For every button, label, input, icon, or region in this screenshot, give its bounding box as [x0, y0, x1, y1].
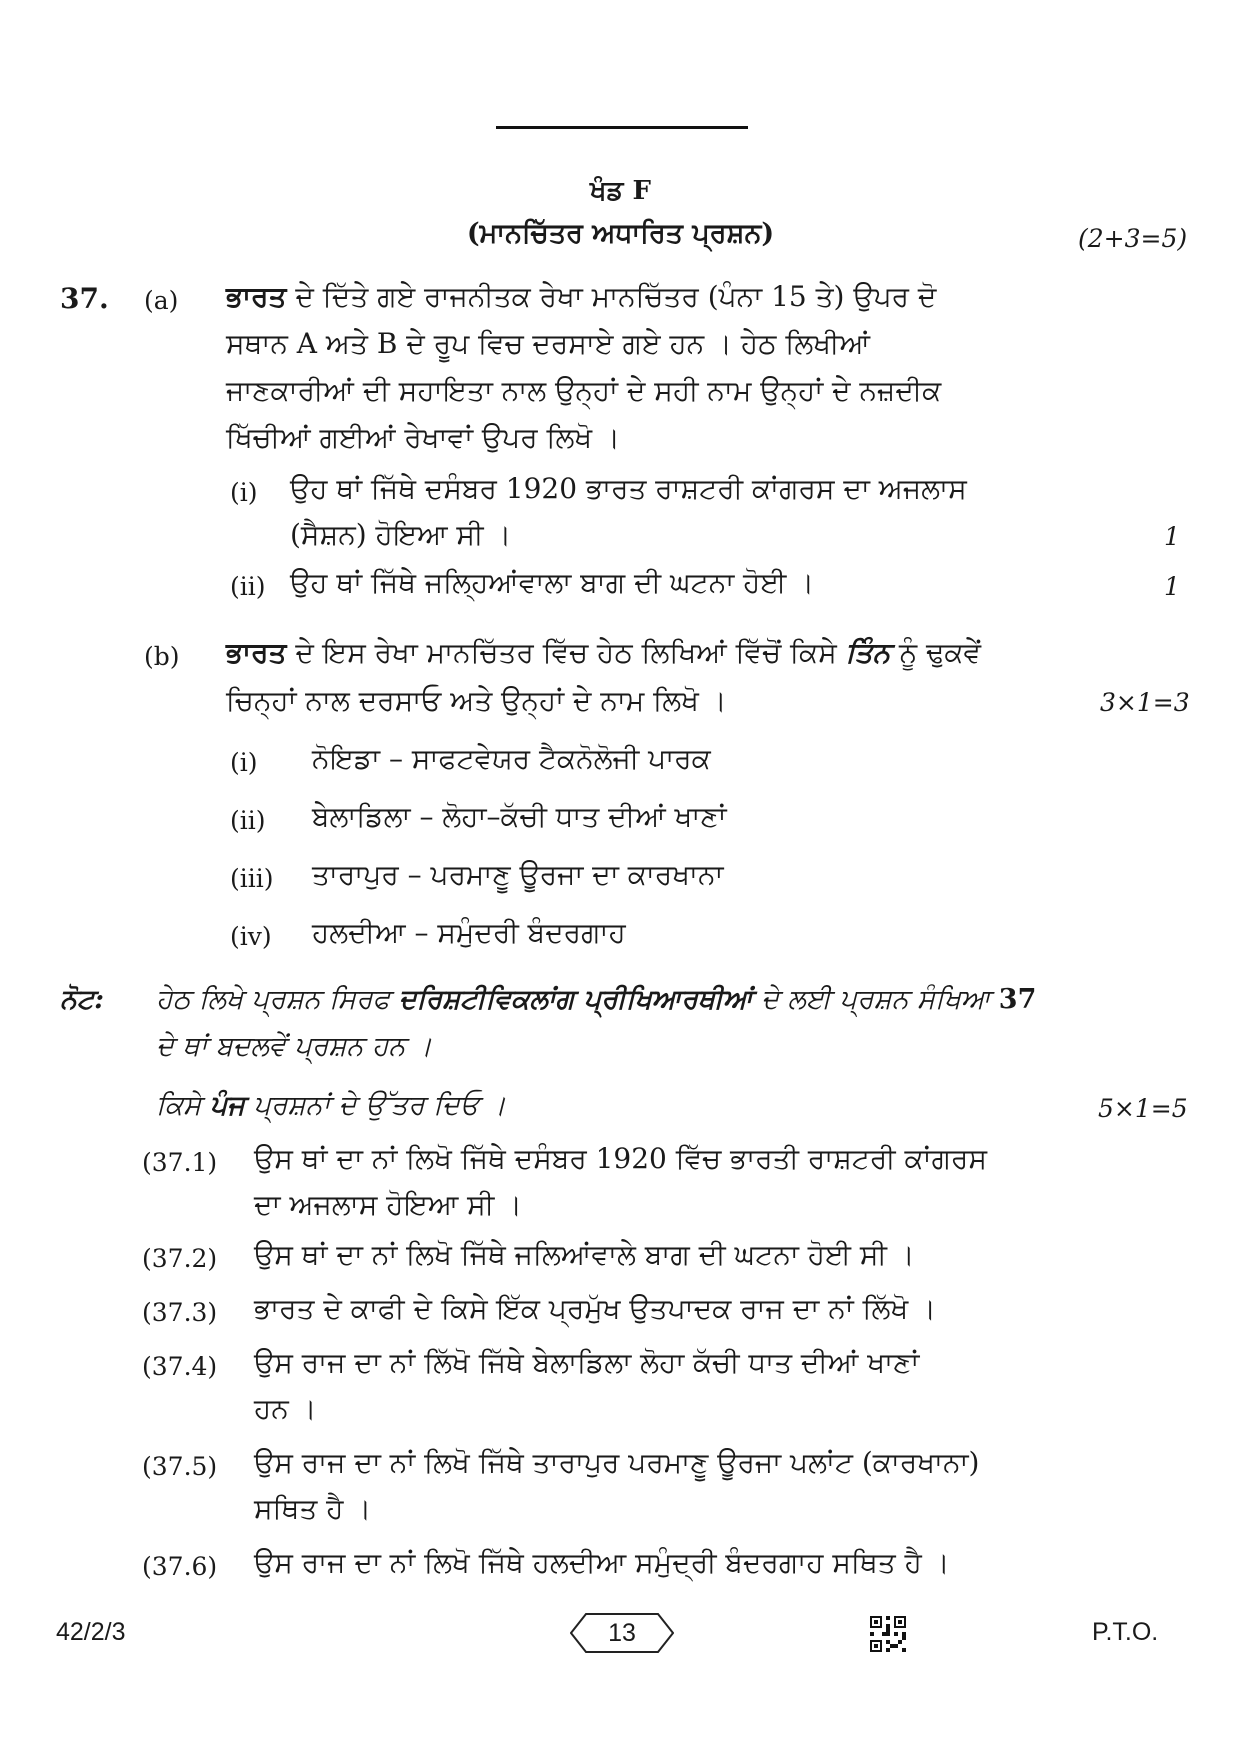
paper-code: 42/2/3 [56, 1618, 126, 1646]
alt-question-text: ਭਾਰਤ ਦੇ ਕਾਫੀ ਦੇ ਕਿਸੇ ਇੱਕ ਪ੍ਰਮੁੱਖ ਉਤਪਾਦਕ ਰਾਜ ਦਾ ਨਾਂ ਲਿੱਖੋ । [254, 1292, 936, 1325]
top-rule [496, 126, 748, 129]
alt-question-label: (37.2) [142, 1244, 218, 1273]
part-b-item-text: ਬੇਲਾਡਿਲਾ – ਲੋਹਾ–ਕੱਚੀ ਧਾਤ ਦੀਆਂ ਖਾਣਾਂ [312, 800, 727, 833]
alt-question-text-cont: ਹਨ । [254, 1392, 317, 1425]
alt-question-text: ਉਸ ਰਾਜ ਦਾ ਨਾਂ ਲਿਖੋ ਜਿੱਥੇ ਤਾਰਾਪੁਰ ਪਰਮਾਣੂ ਊਰਜਾ ਪਲਾਂਟ (ਕਾਰਖਾਨਾ) [254, 1446, 980, 1479]
part-b-item-text: ਨੋਇਡਾ – ਸਾਫਟਵੇਯਰ ਟੈਕਨੋਲੋਜੀ ਪਾਰਕ [312, 742, 711, 775]
alt-question-text-cont: ਸਥਿਤ ਹੈ । [254, 1492, 372, 1525]
alt-question-text: ਉਸ ਥਾਂ ਦਾ ਨਾਂ ਲਿਖੋ ਜਿੱਥੇ ਦਸੰਬਰ 1920 ਵਿੱਚ ਭਾਰਤੀ ਰਾਸ਼ਟਰੀ ਕਾਂਗਰਸ [254, 1142, 988, 1175]
alt-question-text: ਉਸ ਥਾਂ ਦਾ ਨਾਂ ਲਿਖੋ ਜਿੱਥੇ ਜਲਿਆਂਵਾਲੇ ਬਾਗ ਦੀ ਘਟਨਾ ਹੋਈ ਸੀ । [254, 1238, 915, 1271]
part-a-line-1: ਭਾਰਤ ਦੇ ਦਿੱਤੇ ਗਏ ਰਾਜਨੀਤਕ ਰੇਖਾ ਮਾਨਚਿੱਤਰ (ਪੰਨਾ 15 ਤੇ) ਉਪਰ ਦੋ [226, 280, 937, 313]
part-b-item-label: (ii) [230, 806, 266, 835]
part-b-item-text: ਹਲਦੀਆ – ਸਮੁੰਦਰੀ ਬੰਦਰਗਾਹ [312, 916, 626, 949]
part-a-item-text: ਉਹ ਥਾਂ ਜਿੱਥੇ ਦਸੰਬਰ 1920 ਭਾਰਤ ਰਾਸ਼ਟਰੀ ਕਾਂਗਰਸ ਦਾ ਅਜਲਾਸ [290, 472, 967, 505]
note-label: ਨੋਟ: [60, 984, 105, 1015]
part-b-item-label: (i) [230, 748, 258, 777]
part-b-label: (b) [144, 642, 180, 671]
part-a-line-2: ਸਥਾਨ A ਅਤੇ B ਦੇ ਰੂਪ ਵਿਚ ਦਰਸਾਏ ਗਏ ਹਨ । ਹੇਠ ਲਿਖੀਆਂ [226, 327, 870, 360]
part-a-line-4: ਖਿੱਚੀਆਂ ਗਈਆਂ ਰੇਖਾਵਾਂ ਉਪਰ ਲਿਖੋ । [226, 421, 620, 454]
part-a-label: (a) [144, 286, 179, 315]
note-instruction: ਕਿਸੇ ਪੰਜ ਪ੍ਰਸ਼ਨਾਂ ਦੇ ਉੱਤਰ ਦਿਓ । [156, 1090, 506, 1121]
part-b-item-label: (iii) [230, 864, 274, 893]
part-b-item-label: (iv) [230, 922, 272, 951]
question-number: 37. [60, 282, 109, 315]
alt-question-text: ਉਸ ਰਾਜ ਦਾ ਨਾਂ ਲਿੱਖੋ ਜਿੱਥੇ ਬੇਲਾਡਿਲਾ ਲੋਹਾ ਕੱਚੀ ਧਾਤ ਦੀਆਂ ਖਾਣਾਂ [254, 1346, 920, 1379]
alt-question-label: (37.5) [142, 1452, 218, 1481]
note-line-2: ਦੇ ਥਾਂ ਬਦਲਵੇਂ ਪ੍ਰਸ਼ਨ ਹਨ । [156, 1031, 433, 1062]
page-number: 13 [608, 1619, 636, 1647]
section-title: ਖੰਡ F [590, 176, 651, 206]
alt-question-text-cont: ਦਾ ਅਜਲਾਸ ਹੋਇਆ ਸੀ । [254, 1188, 523, 1221]
note-marks: 5×1=5 [1098, 1094, 1188, 1123]
note-line-1: ਹੇਠ ਲਿਖੇ ਪ੍ਰਸ਼ਨ ਸਿਰਫ ਦਰਿਸ਼ਟੀਵਿਕਲਾਂਗ ਪ੍ਰੀਖਿਆਰਥੀਆਂ ਦੇ ਲਈ ਪ੍ਰਸ਼ਨ ਸੰਖਿਆ 37 [156, 984, 1037, 1015]
alt-question-label: (37.1) [142, 1148, 218, 1177]
alt-question-label: (37.3) [142, 1298, 218, 1327]
part-b-line-2: ਚਿਨ੍ਹਾਂ ਨਾਲ ਦਰਸਾਓ ਅਤੇ ਉਨ੍ਹਾਂ ਦੇ ਨਾਮ ਲਿਖੋ । [226, 684, 727, 717]
part-a-line-3: ਜਾਣਕਾਰੀਆਂ ਦੀ ਸਹਾਇਤਾ ਨਾਲ ਉਨ੍ਹਾਂ ਦੇ ਸਹੀ ਨਾਮ ਉਨ੍ਹਾਂ ਦੇ ਨਜ਼ਦੀਕ [226, 374, 942, 407]
part-a-item-mark: 1 [1164, 572, 1180, 601]
qr-code-icon [870, 1616, 906, 1652]
section-subtitle: (ਮਾਨਚਿੱਤਰ ਅਧਾਰਿਤ ਪ੍ਰਸ਼ਨ) [466, 218, 775, 249]
part-a-item-label: (ii) [230, 572, 266, 601]
alt-question-text: ਉਸ ਰਾਜ ਦਾ ਨਾਂ ਲਿਖੋ ਜਿੱਥੇ ਹਲਦੀਆ ਸਮੁੰਦ੍ਰੀ ਬੰਦਰਗਾਹ ਸਥਿਤ ਹੈ । [254, 1546, 950, 1579]
section-marks: (2+3=5) [1078, 224, 1188, 253]
part-a-item-label: (i) [230, 478, 258, 507]
part-b-line-1: ਭਾਰਤ ਦੇ ਇਸ ਰੇਖਾ ਮਾਨਚਿੱਤਰ ਵਿੱਚ ਹੇਠ ਲਿਖਿਆਂ ਵਿੱਚੋਂ ਕਿਸੇ ਤਿੰਨ ਨੂੰ ਢੁਕਵੇਂ [226, 636, 981, 669]
alt-question-label: (37.4) [142, 1352, 218, 1381]
part-a-item-text-cont: (ਸੈਸ਼ਨ) ਹੋਇਆ ਸੀ । [290, 518, 512, 551]
alt-question-label: (37.6) [142, 1552, 218, 1581]
part-b-marks: 3×1=3 [1100, 688, 1190, 717]
part-a-item-mark: 1 [1164, 522, 1180, 551]
part-a-item-text: ਉਹ ਥਾਂ ਜਿੱਥੇ ਜਲ੍ਹਿਆਂਵਾਲਾ ਬਾਗ ਦੀ ਘਟਨਾ ਹੋਈ । [290, 566, 815, 599]
part-b-item-text: ਤਾਰਾਪੁਰ – ਪਰਮਾਣੂ ਊਰਜਾ ਦਾ ਕਾਰਖਾਨਾ [312, 858, 724, 891]
please-turn-over: P.T.O. [1092, 1618, 1159, 1646]
